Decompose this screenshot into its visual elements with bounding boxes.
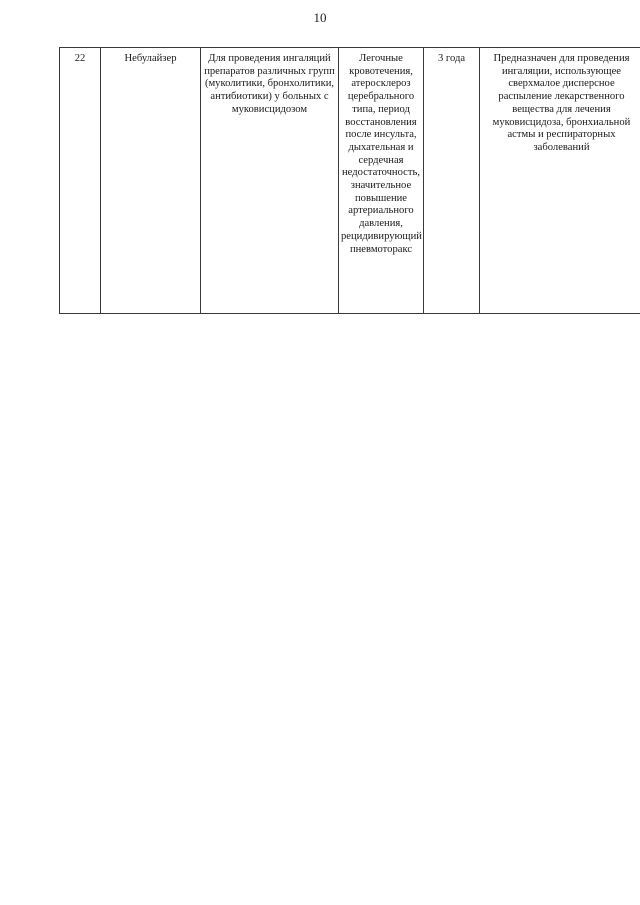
- device-name: Небулайзер: [124, 53, 177, 64]
- description-text: Предназначен для проведения ингаляции, использующее сверхмалое дисперсное распыление лекарственного вещества для лечения муковисцидоза, бронхиальной астмы и респираторных заболеваний: [492, 53, 631, 153]
- table-row: [60, 48, 640, 314]
- row-number-cell: [60, 48, 101, 314]
- contraindications-cell: [339, 48, 424, 314]
- service-term-cell: [424, 48, 480, 314]
- device-name-cell: [101, 48, 201, 314]
- equipment-table: [59, 47, 640, 314]
- contraindications-text: Легочные кровотечения, атеросклероз церебрального типа, период восстановления после инсульта, дыхательная и сердечная недостаточность, значительное повышение артериального давления, рецидивирующий пневмоторакс: [341, 53, 422, 255]
- row-number: 22: [74, 53, 86, 64]
- service-term: 3 года: [437, 53, 466, 64]
- page-number: 10: [313, 10, 327, 25]
- description-cell: [480, 48, 640, 314]
- purpose-text: Для проведения ингаляций препаратов различных групп (муколитики, бронхолитики, антибиотики) у больных с муковисцидозом: [204, 53, 335, 115]
- purpose-cell: [201, 48, 339, 314]
